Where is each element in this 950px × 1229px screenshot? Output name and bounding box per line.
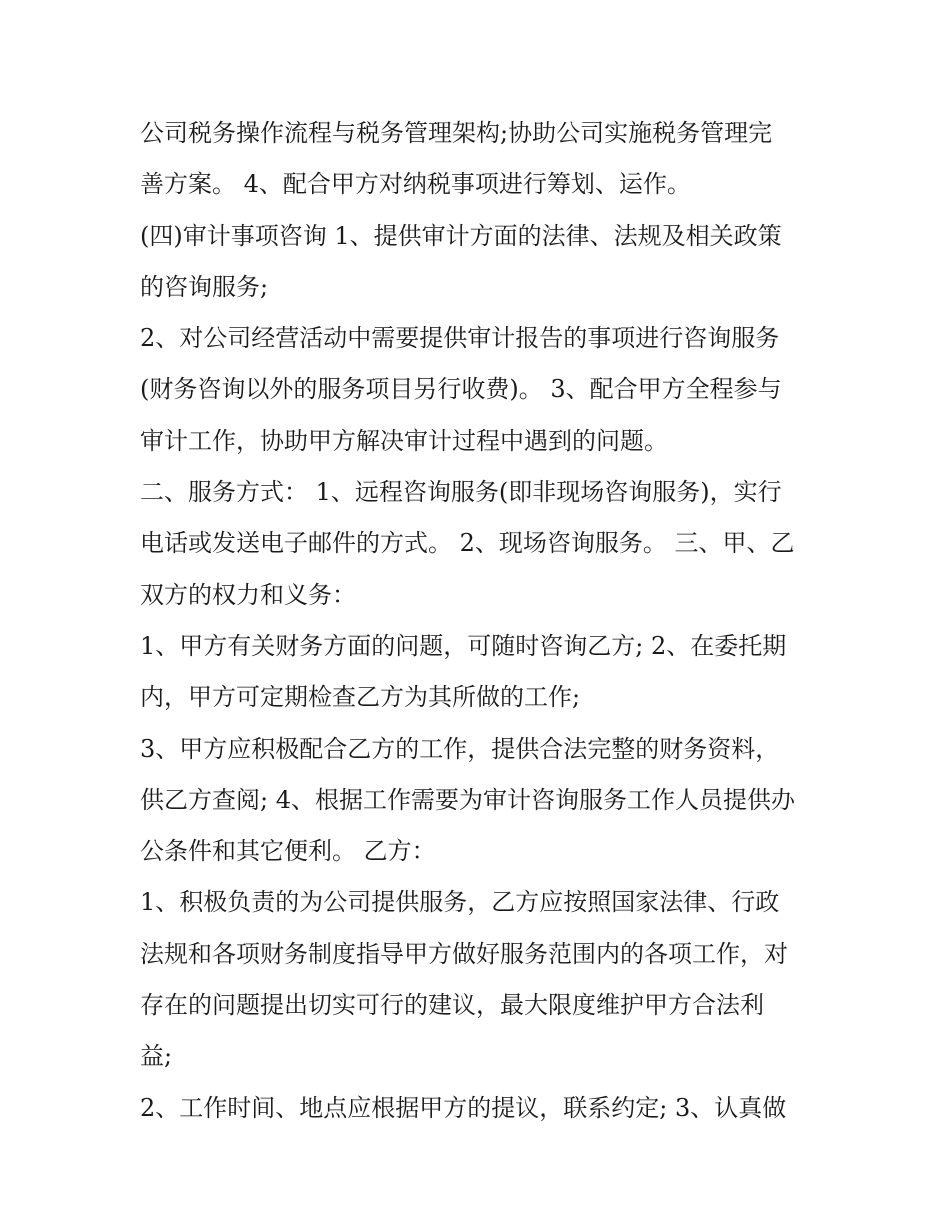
text-line: 益; bbox=[140, 1042, 173, 1071]
document-body bbox=[140, 108, 830, 1134]
text-line: 的咨询服务; bbox=[140, 272, 269, 301]
text-line: 1、积极负责的为公司提供服务，乙方应按照国家法律、行政 bbox=[140, 888, 780, 917]
text-line: 2、工作时间、地点应根据甲方的提议，联系约定; 3、认真做 bbox=[140, 1093, 787, 1122]
text-line: 公条件和其它便利。 乙方： bbox=[140, 837, 436, 866]
text-line: 2、对公司经营活动中需要提供审计报告的事项进行咨询服务 bbox=[140, 324, 780, 353]
text-line: 二、服务方式： 1、远程咨询服务(即非现场咨询服务)，实行 bbox=[140, 478, 782, 507]
text-line: 公司税务操作流程与税务管理架构;协助公司实施税务管理完 bbox=[140, 119, 773, 147]
text-line: 双方的权力和义务： bbox=[140, 580, 356, 609]
text-line: 电话或发送电子邮件的方式。 2、现场咨询服务。 三、甲、乙 bbox=[140, 529, 795, 558]
text-line: 供乙方查阅; 4、根据工作需要为审计咨询服务工作人员提供办 bbox=[140, 785, 795, 814]
text-line: (四)审计事项咨询 1、提供审计方面的法律、法规及相关政策 bbox=[140, 221, 782, 250]
text-line: 法规和各项财务制度指导甲方做好服务范围内的各项工作，对 bbox=[140, 939, 788, 968]
text-line: 1、甲方有关财务方面的问题，可随时咨询乙方; 2、在委托期 bbox=[140, 631, 787, 660]
text-line: 内，甲方可定期检查乙方为其所做的工作; bbox=[140, 683, 581, 712]
text-line: (财务咨询以外的服务项目另行收费)。 3、配合甲方全程参与 bbox=[140, 375, 782, 404]
text-line: 存在的问题提出切实可行的建议，最大限度维护甲方合法利 bbox=[140, 991, 764, 1020]
text-line: 审计工作，协助甲方解决审计过程中遇到的问题。 bbox=[140, 426, 668, 455]
text-line: 善方案。 4、配合甲方对纳税事项进行筹划、运作。 bbox=[140, 170, 691, 199]
text-line: 3、甲方应积极配合乙方的工作，提供合法完整的财务资料， bbox=[140, 734, 780, 763]
